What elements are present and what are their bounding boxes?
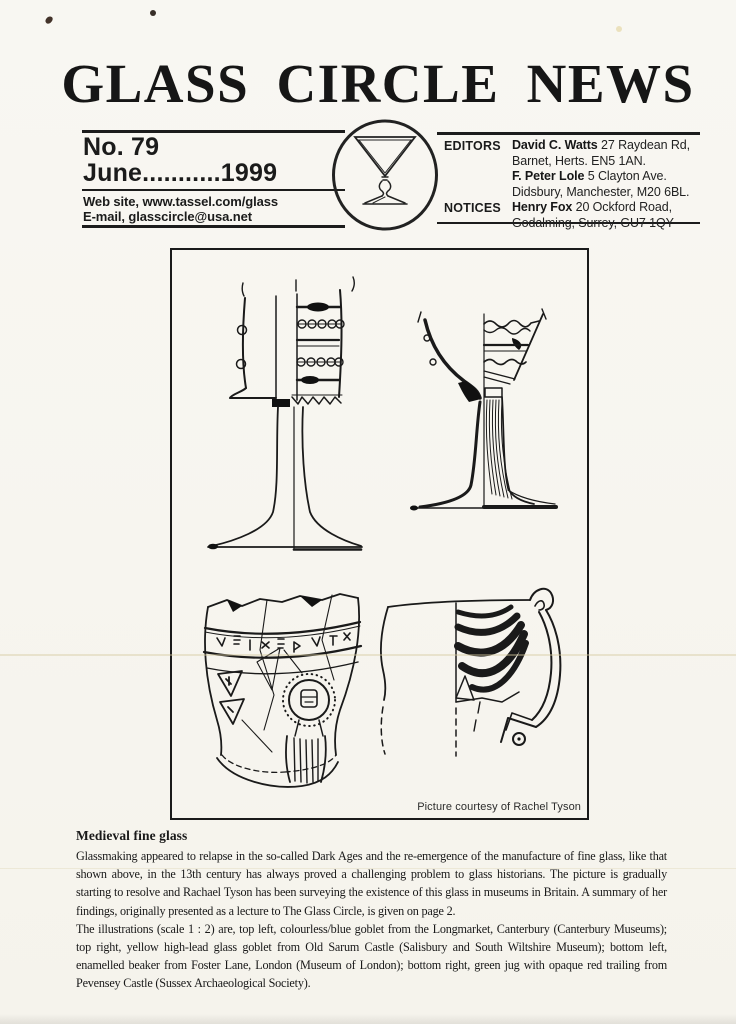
editor-line: Barnet, Herts. EN5 1AN. [512, 153, 646, 168]
scan-stain-icon [616, 26, 622, 32]
figure-caption: Picture courtesy of Rachel Tyson [417, 801, 581, 813]
article-heading: Medieval fine glass [76, 828, 188, 843]
scan-edge-shadow [0, 1014, 736, 1024]
jug-drawing-bottom-right [381, 589, 560, 756]
article-paragraph-1: Glassmaking appeared to relapse in the so-called Dark Ages and the re-emergence of the manufacture of fine glass, like that shown above, in the 13th century has always proved a challenging problem to glass historians. The picture is gradually starting to resolve and Rachael Tyson has been surveying the existence of this glass in museums in Britain. A summary of her findings, originally presented as a lecture to The Glass Circle, is given on page 2. [76, 849, 667, 918]
goblet-drawing-top-right [410, 309, 556, 511]
divider [82, 189, 345, 191]
scan-fold-line [0, 654, 736, 656]
masthead-title: GLASS CIRCLE NEWS [61, 53, 695, 114]
divider [437, 132, 700, 135]
article-paragraph-2: The illustrations (scale 1 : 2) are, top left, colourless/blue goblet from the Longmarket, Canterbury (Canterbury Museums); top right, yellow high-lead glass goblet from Old Sarum Castle (Salisbury and South Wiltshire Museum); bottom left, enamelled beaker from Foster Lane, London (Museum of London); bottom right, green jug with opaque red trailing from Pevensey Castle (Sussex Archaeological Society). [76, 921, 667, 991]
editors-address [512, 138, 708, 200]
notices-label: NOTICES [444, 201, 501, 215]
scan-speck-icon [44, 15, 54, 25]
article [76, 828, 667, 993]
figure-frame [170, 248, 589, 820]
email-line: E-mail, glasscircle@usa.net [83, 209, 252, 224]
glass-drawings [172, 250, 587, 818]
editor-line: F. Peter Lole 5 Clayton Ave. [512, 169, 667, 183]
goblet-drawing-top-left [208, 277, 362, 550]
issue-date: June...........1999 [83, 159, 278, 187]
editor-line: Didsbury, Manchester, M20 6BL. [512, 184, 690, 199]
notice-line: Godalming, Surrey, GU7 1QY [512, 215, 674, 230]
editor-line: David C. Watts 27 Raydean Rd, [512, 138, 690, 152]
scan-speck-icon [150, 10, 156, 16]
editors-label: EDITORS [444, 139, 501, 153]
goblet-in-circle-icon [329, 119, 441, 233]
issue-number: No. 79 [83, 133, 160, 161]
notice-line: Henry Fox 20 Ockford Road, [512, 200, 672, 214]
notices-address [512, 200, 708, 231]
website-line: Web site, www.tassel.com/glass [83, 194, 278, 209]
divider [82, 225, 345, 228]
beaker-drawing-bottom-left [204, 594, 361, 787]
